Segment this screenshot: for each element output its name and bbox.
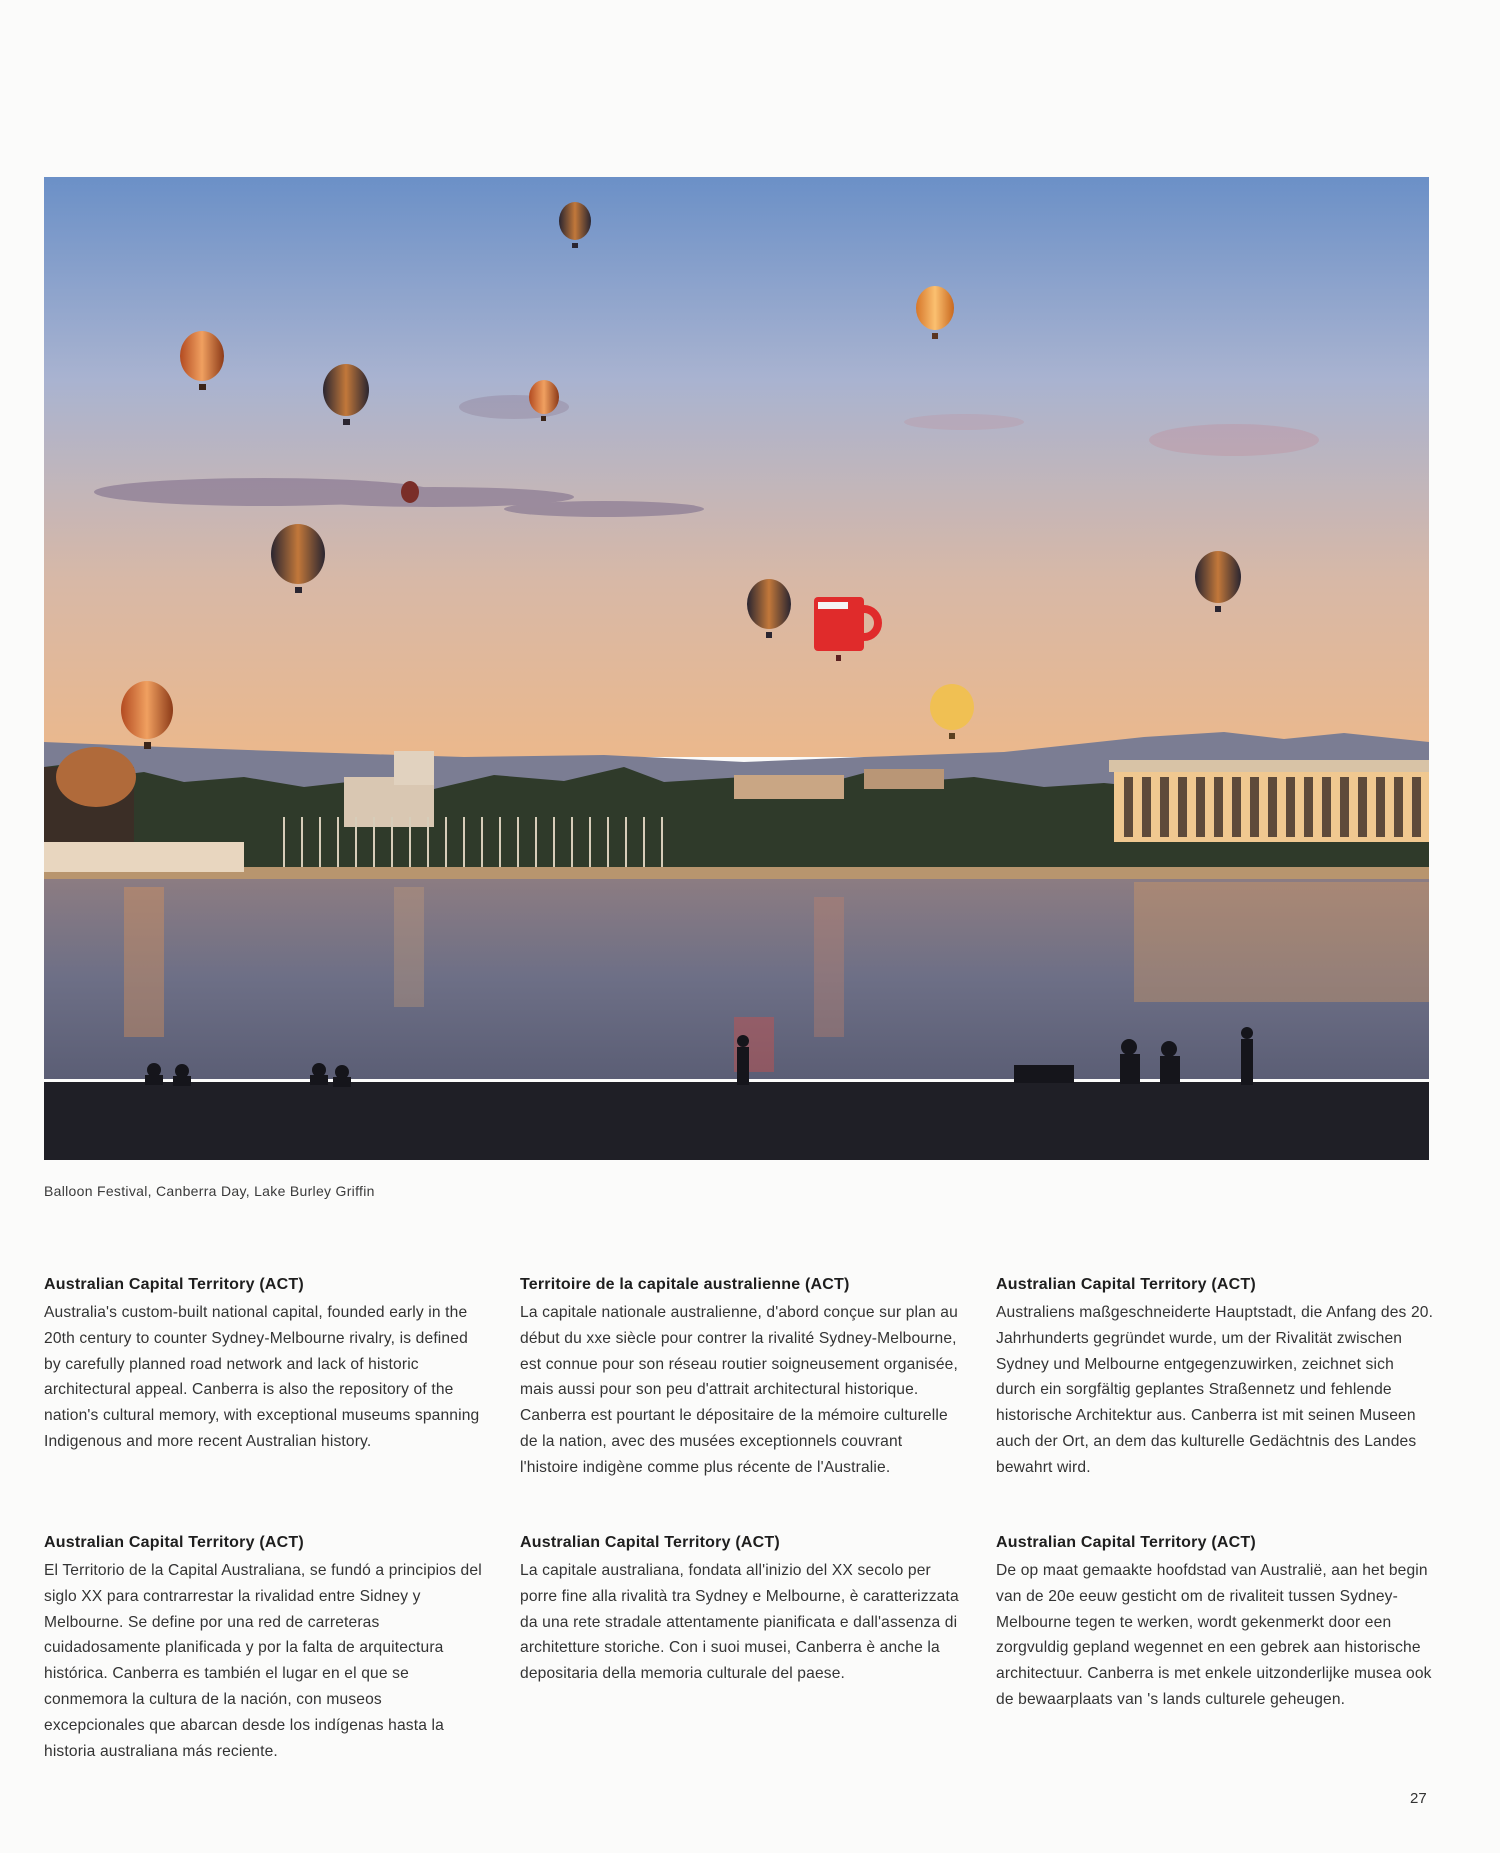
section-german: [996, 1273, 1436, 1481]
section-title: Australian Capital Territory (ACT): [996, 1276, 1256, 1293]
section-spanish: [44, 1531, 484, 1764]
section-text: Australiens maßgeschneiderte Hauptstadt, die Anfang des 20. Jahrhunderts gegründet wurde, um der Rivalität zwischen Sydney und Melbourne entgegenzuwirken, zeichnet sich durch ein sorgfältig geplantes Straßennetz und fehlende historische Architektur aus. Canberra ist mit seinen Museen auch der Ort, an dem das kulturelle Gedächtnis des Landes bewahrt wird.: [996, 1304, 1434, 1476]
sky: [44, 177, 1429, 757]
photo-caption: Balloon Festival, Canberra Day, Lake Burley Griffin: [44, 1183, 375, 1199]
section-text: De op maat gemaakte hoofdstad van Australië, aan het begin van de 20e eeuw gesticht om de rivaliteit tussen Sydney-Melbourne tegen te werken, wordt gekenmerkt door een zorgvuldig gepland wegennet en een gebrek aan historische architectuur. Canberra is met enkele uitzonderlijke musea ook de bewaarplaats van 's lands culturele geheugen.: [996, 1562, 1432, 1708]
national-library: [1109, 760, 1429, 842]
shore-building: [44, 842, 244, 872]
festival-photo-art: [44, 177, 1429, 1160]
section-title: Territoire de la capitale australienne (ACT): [520, 1276, 850, 1293]
section-italian: [520, 1531, 960, 1687]
section-english: [44, 1273, 484, 1455]
low-building: [734, 775, 844, 799]
balloon: [401, 481, 419, 503]
section-dutch: [996, 1531, 1436, 1713]
shoreline: [44, 867, 1429, 879]
section-text: El Territorio de la Capital Australiana, se fundó a principios del siglo XX para contrarrestar la rivalidad entre Sidney y Melbourne. Se define por una red de carreteras cuidadosamente planificada y por la falta de arquitectura histórica. Canberra es también el lugar en el que se conmemora la cultura de la nación, con museos excepcionales que abarcan desde los indígenas hasta la historia australiana más reciente.: [44, 1562, 482, 1760]
section-title: Australian Capital Territory (ACT): [996, 1534, 1256, 1551]
section-text: La capitale australiana, fondata all'inizio del XX secolo per porre fine alla rivalità tra Sydney e Melbourne, è caratterizzata da una rete stradale attentamente pianificata e dall'assenza di architetture storiche. Con i suoi musei, Canberra è anche la depositaria della memoria culturale del paese.: [520, 1562, 959, 1683]
section-text: Australia's custom-built national capital, founded early in the 20th century to counter Sydney-Melbourne rivalry, is defined by carefully planned road network and lack of historic architectural appeal. Canberra is also the repository of the nation's cultural memory, with exceptional museums spanning Indigenous and more recent Australian history.: [44, 1304, 480, 1450]
promenade: [44, 1082, 1429, 1160]
balloon: [56, 747, 136, 807]
section-title: Australian Capital Territory (ACT): [44, 1534, 304, 1551]
page-number: 27: [1410, 1790, 1427, 1807]
section-text: La capitale nationale australienne, d'abord conçue sur plan au début du xxe siècle pour contrer la rivalité Sydney-Melbourne, est connue pour son réseau routier soigneusement organisée, mais aussi pour son peu d'attrait architectural historique. Canberra est pourtant le dépositaire de la mémoire culturelle de la nation, avec des musées exceptionnels couvrant l'histoire indigène comme plus récente de l'Australie.: [520, 1304, 958, 1476]
section-title: Australian Capital Territory (ACT): [44, 1276, 304, 1293]
section-title: Australian Capital Territory (ACT): [520, 1534, 780, 1551]
section-french: [520, 1273, 960, 1481]
low-building: [864, 769, 944, 789]
festival-photo: [44, 177, 1429, 1160]
centre-tower: [394, 751, 434, 785]
